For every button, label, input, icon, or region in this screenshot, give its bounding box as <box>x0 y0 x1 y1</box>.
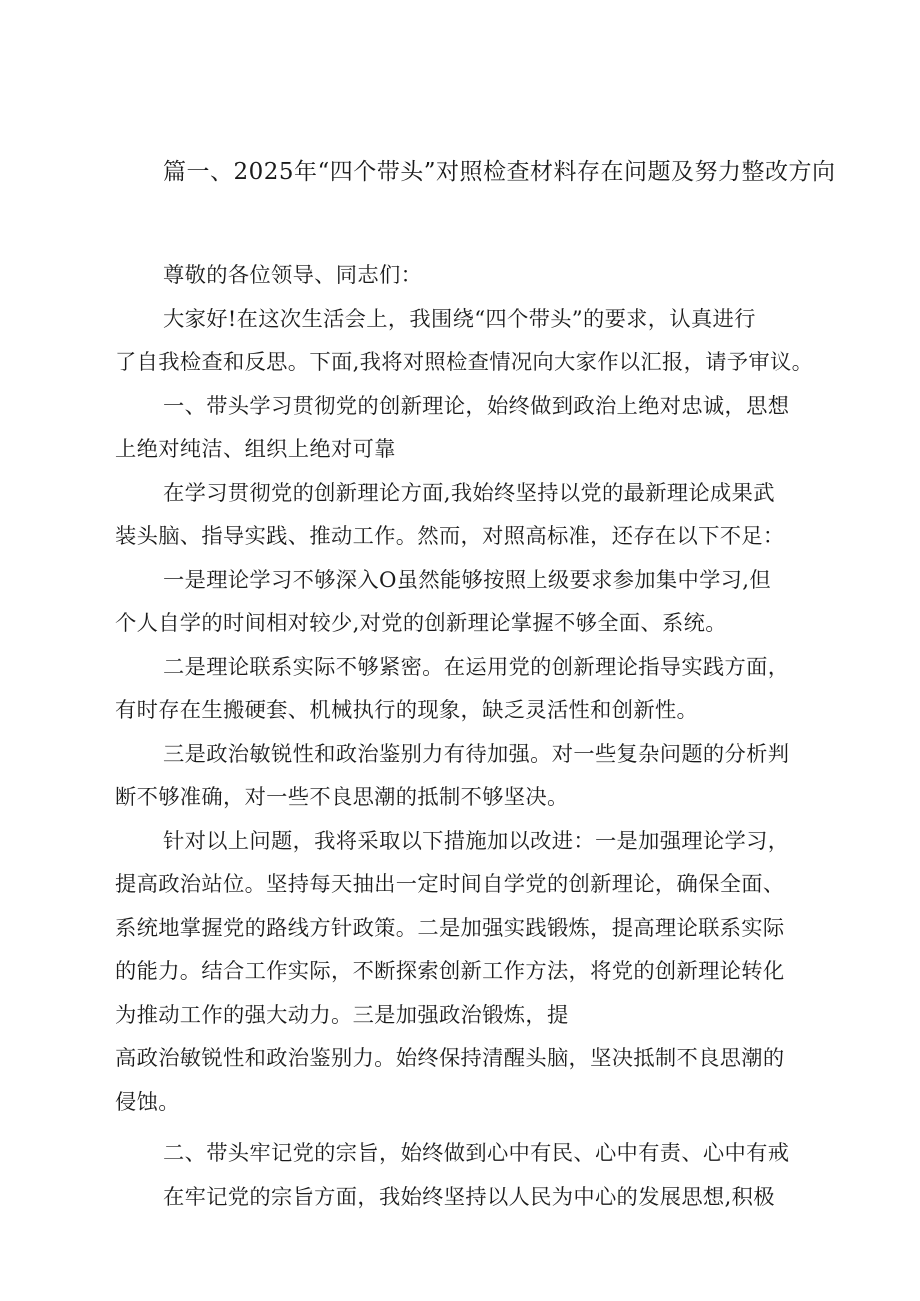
paragraph-line: 提高政治站位。坚持每天抽出一定时间自学党的创新理论，确保全面、 <box>115 872 785 897</box>
paragraph-line: 系统地掌握党的路线方针政策。二是加强实践锻炼，提高理论联系实际 <box>115 915 785 941</box>
paragraph-line: 装头脑、指导实践、推动工作。然而，对照高标准，还存在以下不足： <box>115 524 785 549</box>
paragraph-line: 了自我检查和反思。下面,我将对照检查情况向大家作以汇报，请予审议。 <box>115 350 814 375</box>
paragraph-line: 一是理论学习不够深入O虽然能够按照上级要求参加集中学习,但 <box>163 567 771 593</box>
section-heading-1: 一、带头学习贯彻党的创新理论，始终做到政治上绝对忠诚，思想 <box>163 393 790 419</box>
paragraph-line: 断不够准确，对一些不良思潮的抵制不够坚决。 <box>115 785 569 810</box>
document-title: 篇一、2025年“四个带头”对照检查材料存在问题及努力整改方向 <box>163 159 836 185</box>
paragraph-line: 高政治敏锐性和政治鉴别力。始终保持清醒头脑，坚决抵制不良思潮的 <box>115 1046 785 1071</box>
section-heading-2: 二、带头牢记党的宗旨，始终做到心中有民、心中有责、心中有戒 <box>163 1141 790 1166</box>
paragraph-line: 个人自学的时间相对较少,对党的创新理论掌握不够全面、系统。 <box>115 611 727 636</box>
paragraph-line: 针对以上问题，我将采取以下措施加以改进：一是加强理论学习， <box>163 828 790 854</box>
paragraph-line: 三是政治敏锐性和政治鉴别力有待加强。对一些复杂问题的分析判 <box>163 741 790 767</box>
paragraph-line: 有时存在生搬硬套、机械执行的现象，缺乏灵活性和创新性。 <box>115 698 699 723</box>
paragraph-line: 二是理论联系实际不够紧密。在运用党的创新理论指导实践方面， <box>163 654 790 680</box>
section-heading-1-cont: 上绝对纯洁、组织上绝对可靠 <box>115 437 396 462</box>
document-body <box>115 254 837 1219</box>
paragraph-line: 在牢记党的宗旨方面，我始终坚持以人民为中心的发展思想,积极 <box>163 1184 775 1210</box>
paragraph-line: 在学习贯彻党的创新理论方面,我始终坚持以党的最新理论成果武 <box>163 480 775 506</box>
paragraph-line: 为推动工作的强大动力。三是加强政治锻炼，提 <box>115 1002 569 1028</box>
salutation: 尊敬的各位领导、同志们： <box>163 263 423 288</box>
paragraph-line: 侵蚀。 <box>115 1089 180 1115</box>
paragraph-line: 大家好!在这次生活会上，我围绕“四个带头”的要求，认真进行 <box>163 306 756 332</box>
paragraph-line: 的能力。结合工作实际，不断探索创新工作方法，将党的创新理论转化 <box>115 959 785 984</box>
